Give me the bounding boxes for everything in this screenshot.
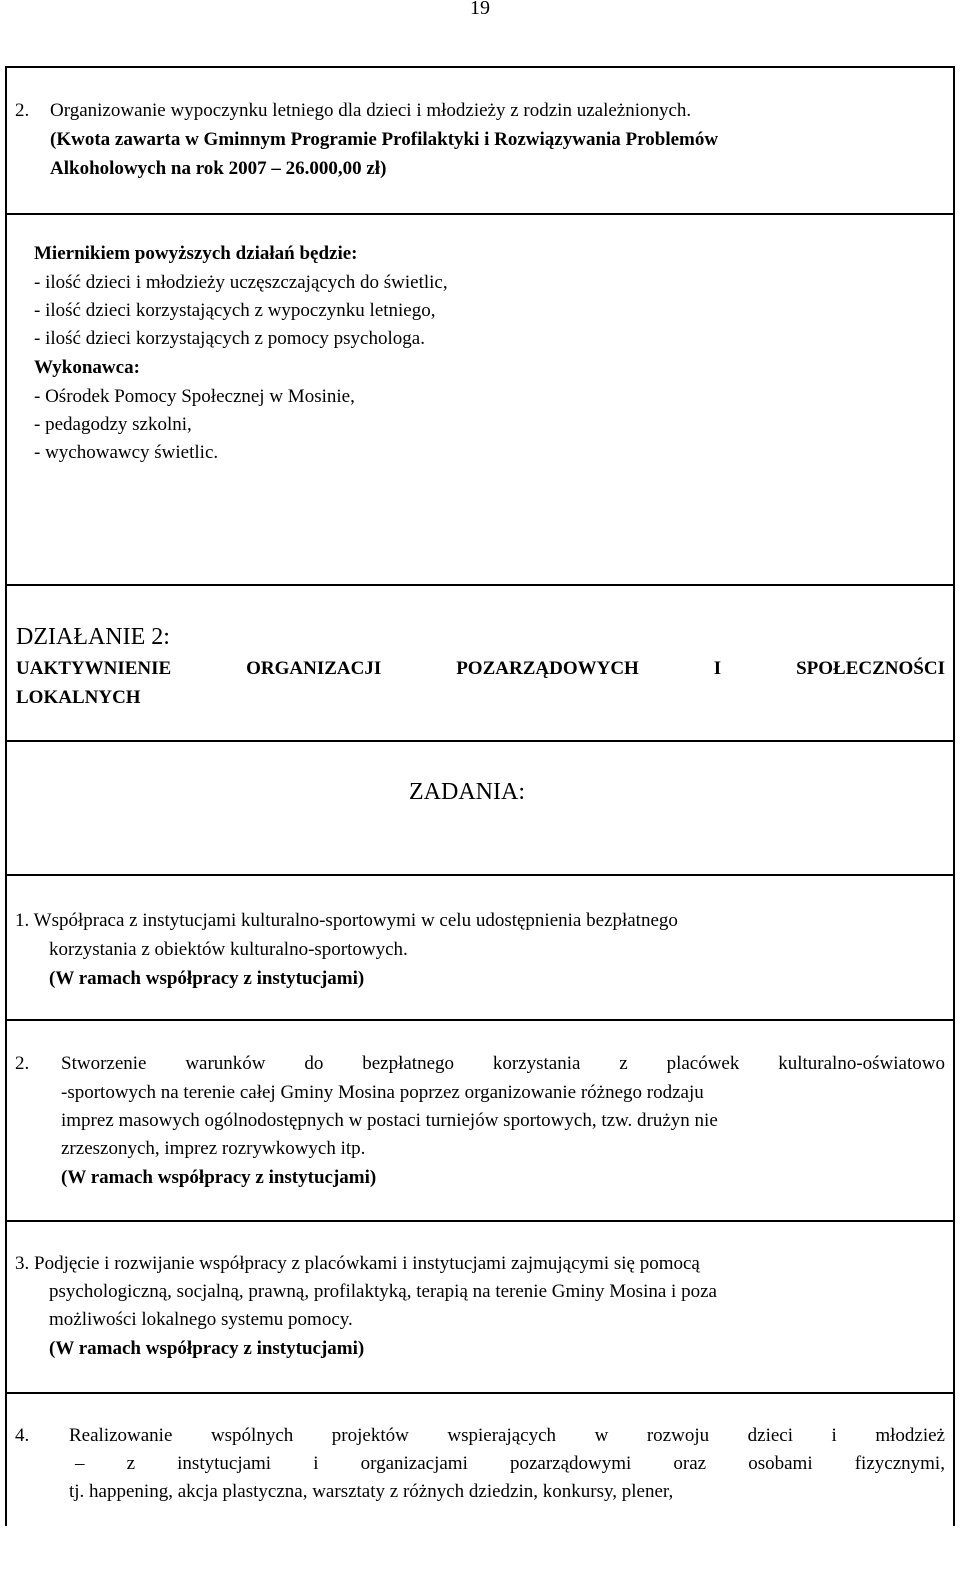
task-text: korzystania z obiektów kulturalno-sportowych. [49, 939, 408, 960]
task-word: projektów [331, 1425, 409, 1446]
task-text-justified [61, 1050, 945, 1079]
task-text-justified [69, 1422, 945, 1451]
task-note: (W ramach współpracy z instytucjami) [49, 1338, 365, 1359]
row-dzialanie [7, 586, 953, 742]
task-word: placówek [666, 1053, 740, 1074]
task-word: i [313, 1453, 319, 1474]
task-word: Realizowanie [69, 1425, 173, 1446]
task-text: -sportowych na terenie całej Gminy Mosina poprzez organizowanie różnego rodzaju [61, 1082, 704, 1103]
task-text: możliwości lokalnego systemu pomocy. [49, 1309, 353, 1330]
task-text: 1. Współpraca z instytucjami kulturalno-sportowymi w celu udostępnienia bezpłatnego [15, 910, 678, 931]
task-text: 3. Podjęcie i rozwijanie współpracy z placówkami i instytucjami zajmującymi się pomocą [15, 1253, 700, 1274]
miernik-item: - ilość dzieci i młodzieży uczęszczających do świetlic, [34, 272, 448, 293]
task-word: do [304, 1053, 324, 1074]
wykonawca-item: - Ośrodek Pomocy Społecznej w Mosinie, [34, 386, 355, 407]
task-word: Stworzenie [61, 1053, 147, 1074]
task-note: (W ramach współpracy z instytucjami) [49, 968, 365, 989]
task-word: i [831, 1425, 837, 1446]
task-word: wspierających [447, 1425, 557, 1446]
miernik-item: - ilość dzieci korzystających z wypoczynku letniego, [34, 300, 436, 321]
item-text: Organizowanie wypoczynku letniego dla dzieci i młodzieży z rodzin uzależnionych. [50, 100, 692, 121]
task-word: z [619, 1053, 628, 1074]
row-organizowanie [7, 68, 953, 215]
task-number: 4. [15, 1425, 30, 1446]
row-task-4 [7, 1394, 953, 1594]
task-word: dzieci [747, 1425, 793, 1446]
task-note: (W ramach współpracy z instytucjami) [61, 1167, 377, 1188]
wykonawca-item: - wychowawcy świetlic. [34, 442, 219, 463]
document-table [5, 66, 955, 1526]
row-task-1 [7, 876, 953, 1021]
task-word: instytucjami [177, 1453, 272, 1474]
row-zadania [7, 742, 953, 876]
task-word: w [594, 1425, 609, 1446]
miernik-item: - ilość dzieci korzystających z pomocy psychologa. [34, 328, 425, 349]
row-task-3 [7, 1222, 953, 1394]
subtitle-word: SPOŁECZNOŚCI [796, 658, 945, 679]
subtitle-word: UAKTYWNIENIE [16, 658, 172, 679]
item-text: (Kwota zawarta w Gminnym Programie Profilaktyki i Rozwiązywania Problemów [50, 129, 719, 150]
subtitle-word: POZARZĄDOWYCH [456, 658, 639, 679]
task-word: rozwoju [646, 1425, 710, 1446]
task-text: tj. happening, akcja plastyczna, warsztaty z różnych dziedzin, konkursy, plener, [69, 1481, 674, 1502]
subtitle-word: ORGANIZACJI [246, 658, 382, 679]
task-text-justified [75, 1450, 945, 1479]
item-number: 2. [15, 100, 30, 121]
task-word: osobami [748, 1453, 813, 1474]
task-word: warunków [185, 1053, 266, 1074]
task-word: z [126, 1453, 136, 1474]
task-text: imprez masowych ogólnodostępnych w postaci turniejów sportowych, tzw. drużyn nie [61, 1110, 718, 1131]
subtitle-word: I [713, 658, 722, 679]
miernik-title: Miernikiem powyższych działań będzie: [34, 243, 358, 264]
dzialanie-title: DZIAŁANIE 2: [16, 624, 170, 650]
item-text: Alkoholowych na rok 2007 – 26.000,00 zł) [50, 158, 387, 179]
task-word: kulturalno-oświatowo [778, 1053, 945, 1074]
row-miernik [7, 215, 953, 586]
task-word: fizycznymi, [854, 1453, 945, 1474]
task-text: psychologiczną, socjalną, prawną, profilaktyką, terapią na terenie Gminy Mosina i poza [49, 1281, 717, 1302]
dzialanie-subtitle [16, 655, 945, 684]
task-word: oraz [673, 1453, 707, 1474]
task-word: bezpłatnego [362, 1053, 455, 1074]
task-text: zrzeszonych, imprez rozrywkowych itp. [61, 1138, 366, 1159]
task-word: młodzież [875, 1425, 945, 1446]
dzialanie-subtitle-line2: LOKALNYCH [16, 687, 141, 708]
row-task-2 [7, 1021, 953, 1222]
task-word: – [75, 1453, 85, 1474]
task-word: organizacjami [360, 1453, 468, 1474]
task-word: wspólnych [210, 1425, 294, 1446]
task-number: 2. [15, 1053, 30, 1074]
task-word: korzystania [492, 1053, 581, 1074]
task-word: pozarządowymi [509, 1453, 632, 1474]
zadania-title: ZADANIA: [409, 779, 525, 805]
page-number: 19 [470, 0, 490, 19]
wykonawca-item: - pedagodzy szkolni, [34, 414, 192, 435]
wykonawca-title: Wykonawca: [34, 357, 140, 378]
